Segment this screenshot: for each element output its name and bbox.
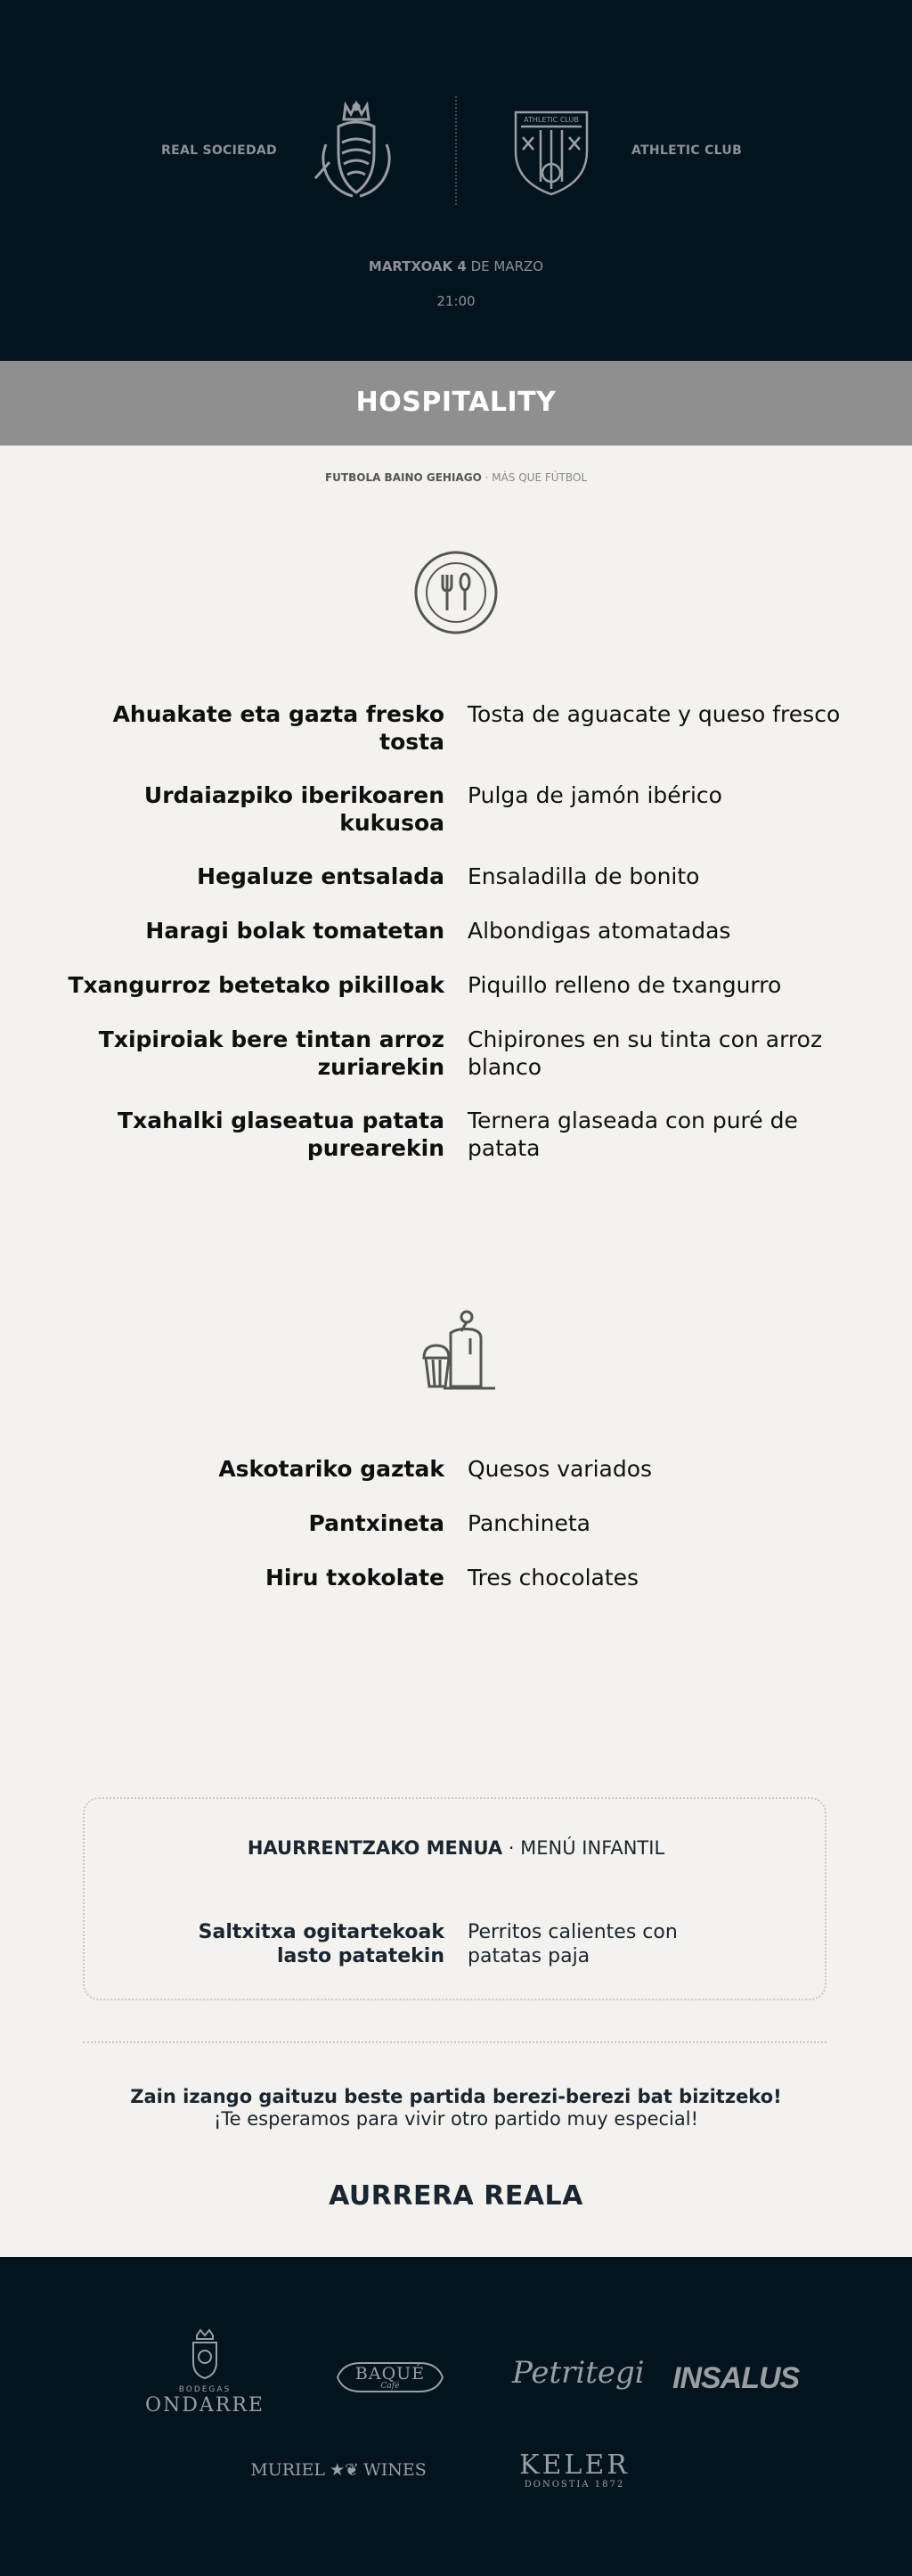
insalus-label: INSALUS xyxy=(672,2361,800,2395)
kids-menu-title xyxy=(0,1837,912,1859)
baque-label: BAQUÉ xyxy=(354,2364,426,2384)
match-header xyxy=(0,0,912,361)
sponsor-ondarre xyxy=(142,2327,267,2417)
ondarre-label: ONDARRE xyxy=(144,2394,265,2417)
menu-item-es: Piquillo relleno de txangurro xyxy=(468,972,782,998)
muriel-label: MURIEL xyxy=(250,2460,326,2480)
athletic-crest-text: ATHLETIC CLUB xyxy=(524,116,579,124)
sponsor-insalus xyxy=(672,2361,800,2396)
sponsor-keler xyxy=(499,2451,650,2490)
menu-item-eu: Ahuakate eta gazta fresko tosta xyxy=(112,701,444,755)
kids-item-es: Perritos calientes con patatas paja xyxy=(468,1921,678,1967)
header-divider xyxy=(455,96,457,205)
kids-title-sep: · xyxy=(502,1837,521,1859)
cutlery-plate-icon xyxy=(413,550,499,635)
menu-item-eu: Txahalki glaseatua patata purearekin xyxy=(118,1108,444,1161)
petritegi-label: Petritegi xyxy=(512,2355,645,2391)
menu-item-eu: Haragi bolak tomatetan xyxy=(145,918,444,944)
dessert-item-eu: Askotariko gaztak xyxy=(218,1456,444,1482)
menu-item-eu: Hegaluze entsalada xyxy=(197,863,444,889)
dessert-item-eu: Hiru txokolate xyxy=(265,1565,444,1591)
tagline xyxy=(0,471,912,484)
away-team-name: ATHLETIC CLUB xyxy=(631,143,743,158)
match-date-es: DE MARZO xyxy=(466,258,544,274)
menu-item-es: Pulga de jamón ibérico xyxy=(468,782,722,808)
sponsors-footer xyxy=(0,2257,912,2576)
match-date xyxy=(0,258,912,274)
menu-item-es: Chipirones en su tinta con arroz blanco xyxy=(468,1026,823,1080)
muriel-wines-label: WINES xyxy=(363,2460,427,2480)
match-date-eu: MARTXOAK 4 xyxy=(368,258,467,274)
section-divider xyxy=(83,2041,826,2043)
sponsor-muriel xyxy=(249,2460,428,2480)
keler-sub-label: DONOSTIA 1872 xyxy=(524,2480,625,2490)
baque-sub-label: Café xyxy=(380,2382,400,2391)
menu-item-es: Ternera glaseada con puré de patata xyxy=(468,1108,798,1161)
dessert-item-es: Tres chocolates xyxy=(468,1565,639,1591)
menu-item-eu: Urdaiazpiko iberikoaren kukusoa xyxy=(143,782,444,836)
menu-item-es: Albondigas atomatadas xyxy=(468,918,731,944)
menu-item-eu: Txipiroiak bere tintan arroz zuriarekin xyxy=(98,1026,444,1080)
real-sociedad-crest-icon xyxy=(312,100,401,200)
dessert-cake-icon xyxy=(419,1308,499,1394)
closing-message-es: ¡Te esperamos para vivir otro partido muy especial! xyxy=(213,2108,699,2130)
dessert-item-es: Quesos variados xyxy=(468,1456,653,1482)
kids-title-eu: HAURRENTZAKO MENUA xyxy=(247,1837,503,1859)
muriel-star-icon: ★❦ xyxy=(330,2460,360,2480)
ondarre-small-label: BODEGAS xyxy=(178,2385,232,2394)
dessert-item-eu: Pantxineta xyxy=(308,1510,444,1536)
keler-label: KELER xyxy=(519,2449,630,2481)
kids-menu-box xyxy=(83,1797,826,2000)
sponsor-petritegi xyxy=(512,2355,645,2391)
menu-item-eu: Txangurroz betetako pikilloak xyxy=(68,972,444,998)
kids-title-es: MENÚ INFANTIL xyxy=(520,1837,665,1859)
closing-message-eu: Zain izango gaituzu beste partida berezi-berezi bat bizitzeko! xyxy=(130,2086,782,2107)
tagline-sep: · xyxy=(481,471,493,484)
slogan: AURRERA REALA xyxy=(329,2180,583,2212)
dessert-item-es: Panchineta xyxy=(468,1510,591,1536)
home-team-name: REAL SOCIEDAD xyxy=(161,143,277,158)
banner-title: HOSPITALITY xyxy=(355,387,557,418)
tagline-es: MÁS QUE FÚTBOL xyxy=(492,471,588,484)
menu-item-es: Tosta de aguacate y queso fresco xyxy=(468,701,841,727)
kids-item-eu: Saltxitxa ogitartekoak lasto patatekin xyxy=(198,1921,444,1967)
ondarre-logo-icon xyxy=(184,2327,225,2380)
menu-item-es: Ensaladilla de bonito xyxy=(468,863,700,889)
match-time: 21:00 xyxy=(436,293,476,309)
sponsor-baque xyxy=(334,2358,446,2397)
tagline-eu: FUTBOLA BAINO GEHIAGO xyxy=(324,471,482,484)
athletic-club-crest-icon xyxy=(510,107,592,198)
